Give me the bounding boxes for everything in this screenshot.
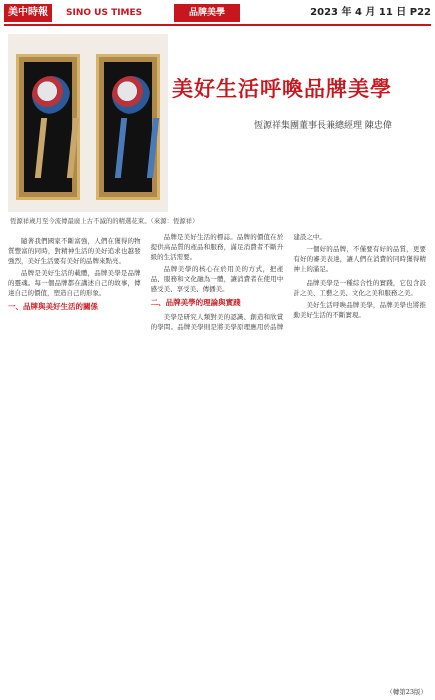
article-photo: [8, 34, 168, 212]
section-heading: 二、品牌美學的理論與實踐: [150, 298, 241, 307]
paragraph: 品牌是美好生活的載體，品牌美學是品牌的靈魂。每一個品牌都在講述自己的故事，傳達自己的價值，塑造自己的形象。: [8, 269, 141, 297]
paragraph: 一個好的品牌，不僅要有好的品質，更要有好的審美表達，讓人們在消費的同時獲得精神上的滿足。: [293, 245, 426, 273]
date-page: 2023 年 4 月 11 日 P22: [310, 7, 431, 18]
article-body: [8, 232, 426, 684]
article-byline: 恆源祥集團董事長兼總經理 陳忠偉: [254, 121, 392, 131]
paragraph: 品牌美學的核心在於用美的方式，把產品、服務和文化融為一體，讓消費者在使用中感受美、享受美、傳播美。: [150, 265, 284, 293]
newspaper-logo: 美中時報: [4, 4, 52, 22]
page-header: [4, 4, 431, 22]
picture-frame-left: [16, 54, 80, 200]
article-title: 美好生活呼喚品牌美學: [172, 77, 392, 101]
newspaper-name: SINO US TIMES: [66, 8, 143, 18]
paragraph: 美學是研究人類對美的認識、創造和欣賞的學問。品牌美學則是將美學原理應用於品牌建設之中。: [150, 233, 326, 331]
picture-frame-right: [96, 54, 160, 200]
paragraph: 品牌是美好生活的標誌。品牌的價值在於提供高品質的產品和服務，滿足消費者不斷升級的生活需要。: [150, 233, 284, 261]
paragraph: 隨著我們國家不斷富強，人們在獲得的物質豐富的同時，對精神生活的美好追求也越發強烈，美好生活要有美好的品牌來點亮。: [8, 237, 141, 265]
section-heading: 一、品牌與美好生活的關係: [8, 302, 98, 311]
photo-caption: 恆源祥歲月至今流傳最廣上古不滅的的精選花束。（來源：恆源祥）: [10, 217, 199, 225]
header-rule: [4, 24, 431, 26]
section-label: 品牌美學: [174, 4, 240, 22]
paragraph: 美好生活呼喚品牌美學，品牌美學也將推動美好生活的不斷實現。: [293, 301, 426, 319]
paragraph: 品牌美學是一種綜合性的實踐，它包含設計之美、工藝之美、文化之美和服務之美。: [293, 279, 426, 297]
continued-note: （轉第23版）: [386, 688, 427, 696]
